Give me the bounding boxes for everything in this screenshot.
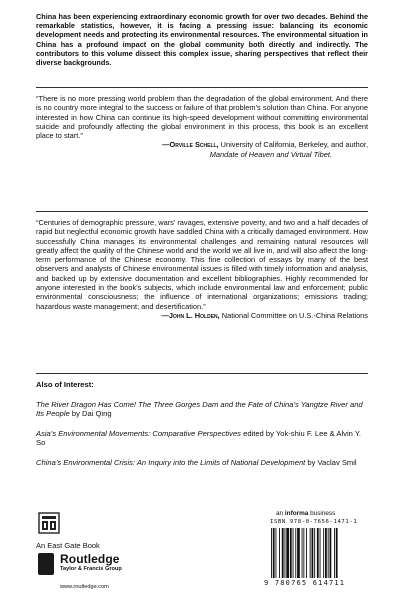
related-book: Asia’s Environmental Movements: Comparative Perspectives edited by Yok-shiu F. Lee & Alvin Y. So: [36, 428, 362, 448]
quote-affiliation: National Committee on U.S.-China Relations: [219, 310, 368, 320]
quote-author: —Orville Schell,: [162, 140, 219, 150]
quote-text: “Centuries of demographic pressure, wars’ ravages, extensive poverty, and two and a half decades of rapid but neglectful economic growth have saddled China with a critically damaged environment. How successfully China manages its environmental challenges and remaining natural resources will greatly affect the quality of the Chinese world and the world we all live in, and will also affect the long-term performance of the Chinese economy. This fine collection of essays by many of the best observers and analysts of Chinese environmental issues is filled with timely information and analysis, and backed up by extensive documentation and excellent bibliographies. Highly recommended for anyone interested in the book’s subjects, which include environmental law and enforcement; public environmental consciousness; the influence of international organizations; emissions trading; hazardous waste management; and desertification.”: [36, 218, 368, 311]
review-quote-2: [36, 218, 368, 320]
east-gate-label: An East Gate Book: [36, 541, 100, 550]
review-quote-1: [36, 94, 368, 159]
routledge-logo-icon: [38, 553, 54, 575]
divider: [36, 211, 368, 212]
divider: [36, 87, 368, 88]
routledge-name: Routledge: [60, 552, 120, 566]
quote-affiliation: University of California, Berkeley, and author,: [218, 140, 368, 150]
related-book: The River Dragon Has Come! The Three Gorges Dam and the Fate of China’s Yangtze River and Its People by Dai Qing: [36, 399, 363, 419]
divider: [36, 373, 368, 374]
related-book: China’s Environmental Crisis: An Inquiry into the Limits of National Development by Vaclav Smil: [36, 457, 357, 467]
also-of-interest: [36, 380, 368, 478]
quote-attribution: [36, 140, 368, 149]
quote-text: “There is no more pressing world problem than the degradation of the global environment. And there is no country more integral to the success or failure of that problem’s solution than China. For anyone interested in how China can continue its high-speed development without committing environmental suicide and profoundly affecting the global environment in this process, this book is an excellent place to start.”: [36, 94, 368, 141]
also-heading: Also of Interest:: [36, 380, 94, 389]
barcode-icon: [270, 528, 370, 578]
east-gate-logo-icon: [38, 512, 60, 534]
quote-works: Mandate of Heaven and Virtual Tibet.: [209, 149, 332, 159]
publisher-url: www.routledge.com: [60, 584, 109, 590]
quote-attribution: [36, 311, 368, 320]
quote-author: —John L. Holden,: [161, 310, 220, 320]
routledge-subtitle: Taylor & Francis Group: [60, 566, 122, 572]
barcode-digits: 9 780765 614711: [264, 579, 346, 587]
intro-blurb: China has been experiencing extraordinary economic growth for over two decades. Behind the remarkable statistics, however, it is facing a pressing issue: balancing its economic development needs and protecting its environmental resources. The environmental situation in China has a profound impact on the global community both directly and indirectly. The contributors to this volume dissect this complex issue, sharing perspectives that reflect their diverse backgrounds.: [36, 12, 368, 68]
informa-line: an informa business: [276, 510, 336, 517]
isbn-text: ISBN 978-0-7656-1471-1: [270, 519, 358, 525]
